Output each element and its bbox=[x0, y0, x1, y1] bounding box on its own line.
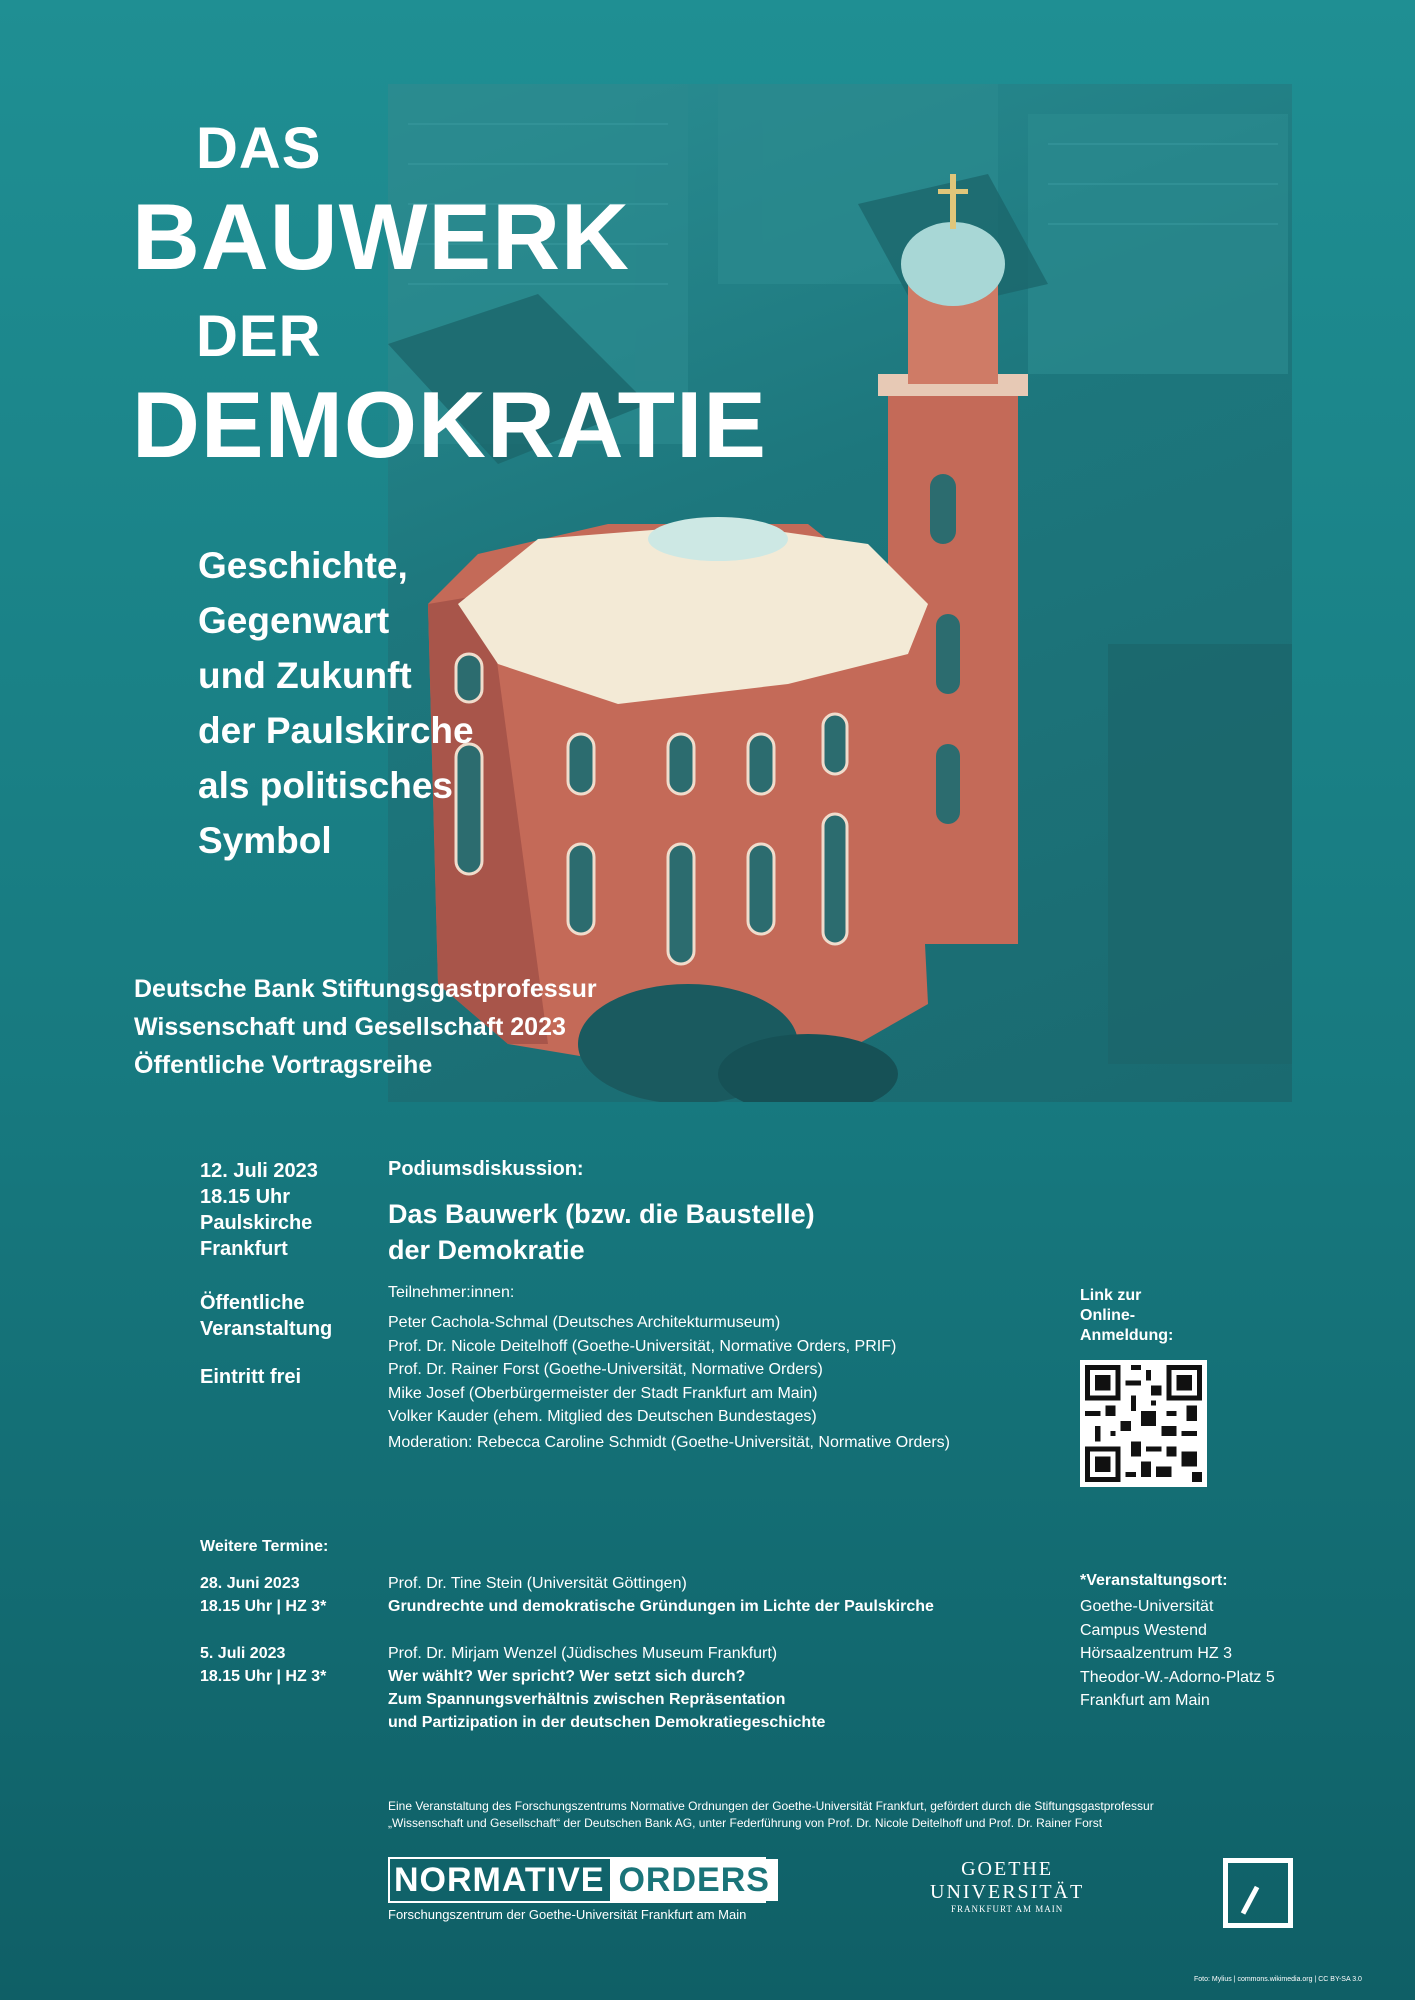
main-event-city: Frankfurt bbox=[200, 1238, 288, 1260]
main-event-date-block bbox=[200, 1158, 318, 1262]
event-title-line: der Demokratie bbox=[388, 1235, 585, 1265]
subtitle-line: Gegenwart bbox=[198, 600, 390, 641]
further-events-label: Weitere Termine: bbox=[200, 1538, 329, 1555]
qr-label-line: Link zur bbox=[1080, 1287, 1142, 1304]
main-event-place: Paulskirche bbox=[200, 1212, 313, 1234]
normative-orders-logo bbox=[388, 1857, 770, 1922]
public-line: Öffentliche bbox=[200, 1292, 305, 1314]
event-1-date bbox=[200, 1572, 326, 1618]
venue-line: Theodor-W.-Adorno-Platz 5 bbox=[1080, 1668, 1275, 1686]
event-title-line: Grundrechte und demokratische Gründungen im Lichte der Paulskirche bbox=[388, 1598, 934, 1615]
event-1-details bbox=[388, 1572, 934, 1618]
subtitle bbox=[198, 538, 598, 868]
public-line: Veranstaltung bbox=[200, 1318, 333, 1340]
moderation: Moderation: Rebecca Caroline Schmidt (Goethe-Universität, Normative Orders) bbox=[388, 1434, 950, 1451]
title-line-bauwerk: BAUWERK bbox=[132, 184, 630, 289]
logo-text-right: ORDERS bbox=[610, 1859, 777, 1901]
event-type-label: Podiumsdiskussion: bbox=[388, 1158, 584, 1180]
title-line-das: DAS bbox=[196, 116, 322, 181]
series-line: Wissenschaft und Gesellschaft 2023 bbox=[134, 1013, 566, 1041]
event-title-line: Das Bauwerk (bzw. die Baustelle) bbox=[388, 1199, 815, 1229]
event-date: 5. Juli 2023 bbox=[200, 1645, 286, 1662]
goethe-university-logo bbox=[930, 1858, 1084, 1914]
qr-label bbox=[1080, 1286, 1173, 1346]
credit-line: „Wissenschaft und Gesellschaft“ der Deutschen Bank AG, unter Federführung von Prof. Dr. Nicole Deitelhoff und Prof. Dr. Rainer Forst bbox=[388, 1816, 1103, 1830]
event-title bbox=[388, 1196, 815, 1268]
logo-text-left: NORMATIVE bbox=[394, 1860, 605, 1899]
venue-line: Goethe-Universität bbox=[1080, 1598, 1214, 1615]
venue-line: Hörsaalzentrum HZ 3 bbox=[1080, 1645, 1233, 1662]
subtitle-line: Symbol bbox=[198, 820, 332, 861]
series-line: Öffentliche Vortragsreihe bbox=[134, 1051, 433, 1079]
credit-line: Eine Veranstaltung des Forschungszentrums Normative Ordnungen der Goethe-Universität Frankfurt, gefördert durch die Stiftungsgastprofessur bbox=[388, 1799, 1154, 1813]
participant: Prof. Dr. Nicole Deitelhoff (Goethe-Universität, Normative Orders, PRIF) bbox=[388, 1337, 897, 1355]
main-event-date: 12. Juli 2023 bbox=[200, 1160, 318, 1182]
photo-credit: Foto: Mylius | commons.wikimedia.org | CC BY-SA 3.0 bbox=[1194, 1976, 1362, 1983]
goethe-logo-line: FRANKFURT AM MAIN bbox=[950, 1904, 1064, 1914]
subtitle-line: Geschichte, bbox=[198, 545, 408, 586]
event-date: 28. Juni 2023 bbox=[200, 1575, 300, 1592]
venue-address bbox=[1080, 1595, 1275, 1713]
qr-label-line: Online- bbox=[1080, 1307, 1136, 1324]
deutsche-bank-logo-icon bbox=[1223, 1858, 1293, 1928]
goethe-logo-line: GOETHE bbox=[961, 1858, 1054, 1880]
venue-line: Campus Westend bbox=[1080, 1621, 1207, 1639]
participants-label: Teilnehmer:innen: bbox=[388, 1284, 515, 1301]
series-line: Deutsche Bank Stiftungsgastprofessur bbox=[134, 975, 597, 1003]
participants-list bbox=[388, 1311, 896, 1429]
logo-subtitle: Forschungszentrum der Goethe-Universität Frankfurt am Main bbox=[388, 1907, 747, 1922]
event-time: 18.15 Uhr | HZ 3* bbox=[200, 1598, 327, 1615]
event-title-line: Zum Spannungsverhältnis zwischen Repräsentation bbox=[388, 1691, 786, 1708]
subtitle-line: der Paulskirche bbox=[198, 710, 474, 751]
title-line-demokratie: DEMOKRATIE bbox=[132, 372, 767, 477]
event-2-date bbox=[200, 1642, 326, 1688]
subtitle-line: als politisches bbox=[198, 765, 453, 806]
venue-line: Frankfurt am Main bbox=[1080, 1692, 1210, 1709]
participant: Peter Cachola-Schmal (Deutsches Architekturmuseum) bbox=[388, 1314, 781, 1331]
event-time: 18.15 Uhr | HZ 3* bbox=[200, 1668, 327, 1685]
subtitle-line: und Zukunft bbox=[198, 655, 412, 696]
qr-label-line: Anmeldung: bbox=[1080, 1327, 1174, 1344]
event-speaker: Prof. Dr. Tine Stein (Universität Göttingen) bbox=[388, 1575, 687, 1592]
event-title-line: und Partizipation in der deutschen Demokratiegeschichte bbox=[388, 1714, 826, 1731]
organizer-credit bbox=[388, 1798, 1288, 1832]
participant: Volker Kauder (ehem. Mitglied des Deutschen Bundestages) bbox=[388, 1408, 817, 1425]
event-speaker: Prof. Dr. Mirjam Wenzel (Jüdisches Museum Frankfurt) bbox=[388, 1645, 778, 1662]
title-line-der: DER bbox=[196, 304, 322, 369]
qr-code[interactable] bbox=[1080, 1360, 1207, 1487]
series-info bbox=[134, 970, 597, 1084]
participant: Mike Josef (Oberbürgermeister der Stadt Frankfurt am Main) bbox=[388, 1384, 818, 1402]
participant: Prof. Dr. Rainer Forst (Goethe-Universität, Normative Orders) bbox=[388, 1361, 823, 1378]
event-title-line: Wer wählt? Wer spricht? Wer setzt sich durch? bbox=[388, 1668, 746, 1685]
public-event-note bbox=[200, 1290, 332, 1342]
goethe-logo-line: UNIVERSITÄT bbox=[930, 1881, 1085, 1903]
event-2-details bbox=[388, 1642, 825, 1734]
main-event-time: 18.15 Uhr bbox=[200, 1186, 291, 1208]
entry-free: Eintritt frei bbox=[200, 1366, 302, 1388]
venue-label: *Veranstaltungsort: bbox=[1080, 1572, 1228, 1589]
